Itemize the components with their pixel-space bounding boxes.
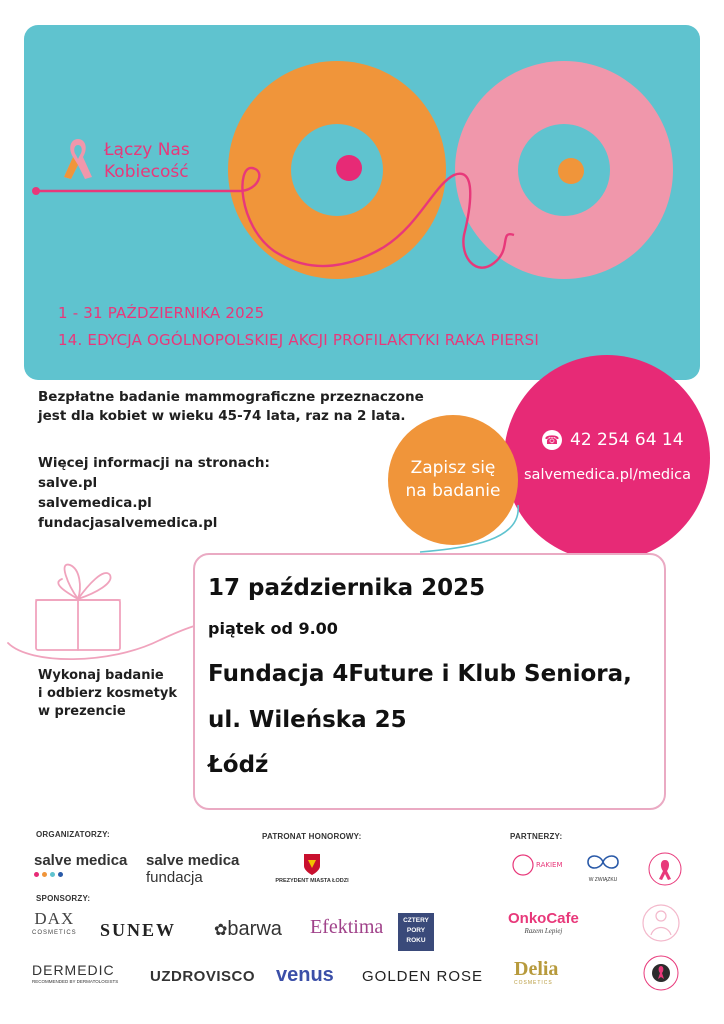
pory-text: PORY [406, 927, 426, 934]
gift-icon [0, 555, 200, 665]
signup-line-1: Zapisz się [410, 458, 496, 478]
campaign-logo [60, 133, 190, 189]
dermedic-tagline: RECOMMENDED BY DERMATOLOGISTS [32, 979, 119, 984]
delia-cosmetics-text: COSMETICS [514, 980, 553, 986]
patron-text: PREZYDENT MIASTA ŁODZI [275, 878, 349, 884]
fundacja-text: fundacja [146, 869, 203, 886]
more-info-heading: Więcej informacji na stronach: [38, 455, 270, 471]
eligibility-line-2: jest dla kobiet w wieku 45-74 lata, raz na 2 lata. [38, 408, 406, 424]
partner-rakiem-logo [510, 852, 562, 883]
salve-medica-fundacja-logo [146, 852, 239, 886]
eligibility-info [38, 388, 424, 426]
phone-text: 42 254 64 14 [570, 430, 684, 450]
signup-circle[interactable] [388, 415, 518, 545]
partner-wzwiazku-logo [580, 852, 626, 883]
barwa-text: barwa [227, 918, 282, 940]
campaign-dates [58, 300, 539, 354]
golden-rose-logo: GOLDEN ROSE [362, 968, 484, 985]
cztery-pory-roku-logo [398, 913, 434, 951]
edition-title: 14. EDYCJA OGÓLNOPOLSKIEJ AKCJI PROFILAKTYKI RAKA PIERSI [58, 331, 539, 349]
sunew-logo: SUNEW [100, 920, 177, 940]
signup-website[interactable]: salvemedica.pl/medica [524, 467, 691, 483]
dax-logo [32, 909, 77, 940]
onkocafe-logo [508, 910, 579, 935]
partner-rakiem-text: RAKIEM [536, 861, 562, 869]
cztery-text: CZTERY [403, 917, 429, 924]
event-day-time: piątek od 9.00 [208, 619, 338, 638]
partner-bottom-logo [640, 952, 682, 999]
organizers-label: ORGANIZATORZY: [36, 830, 110, 839]
delia-logo [514, 958, 559, 990]
link-fundacja[interactable]: fundacjasalvemedica.pl [38, 515, 218, 531]
patron-logo [270, 852, 354, 884]
efektima-logo: Efektima [310, 916, 384, 938]
dermedic-text: DERMEDIC [32, 962, 115, 978]
partner-ribbon-logo [646, 850, 684, 893]
event-details [193, 553, 666, 810]
dax-text: DAX [34, 909, 75, 928]
event-place: Fundacja 4Future i Klub Seniora, [208, 661, 632, 687]
brand-line-2: Kobiecość [104, 162, 189, 182]
contact-circle [504, 355, 710, 561]
pink-ribbon-icon [60, 133, 96, 189]
roku-text: ROKU [406, 937, 426, 944]
city-crest-icon [302, 852, 322, 876]
partner-rakiem-icon [510, 852, 562, 878]
event-date: 17 października 2025 [208, 575, 486, 601]
partner-wzwiazku-text: W ZWIĄZKU [588, 877, 618, 883]
partner-figure-logo [636, 900, 686, 951]
dermedic-logo [32, 964, 118, 988]
venus-logo: venus [276, 964, 334, 986]
phone-icon: ☎ [542, 430, 562, 450]
figure-icon [636, 900, 686, 946]
link-salvemedica[interactable]: salvemedica.pl [38, 495, 152, 511]
gift-caption [38, 667, 177, 721]
eligibility-line-1: Bezpłatne badanie mammograficzne przeznaczone [38, 389, 424, 405]
salve-medica-fundacja-text: salve medica [146, 852, 240, 869]
phone-number[interactable] [542, 430, 684, 450]
delia-text: Delia [514, 958, 559, 980]
gift-line-1: Wykonaj badanie [38, 668, 164, 683]
patronage-label: PATRONAT HONOROWY: [262, 832, 362, 841]
link-salve[interactable]: salve.pl [38, 475, 98, 491]
onkocafe-text: OnkoCafe [508, 910, 579, 927]
campaign-banner [24, 25, 700, 380]
brand-line-1: Łączy Nas [104, 140, 190, 160]
event-street: ul. Wileńska 25 [208, 707, 407, 733]
more-info [38, 453, 270, 533]
onkocafe-tagline: Razem Lepiej [524, 927, 563, 935]
event-city: Łódź [208, 752, 269, 778]
gift-line-3: w prezencie [38, 704, 126, 719]
barwa-icon: ✿ [214, 922, 228, 939]
dax-cosmetics-text: COSMETICS [32, 930, 77, 936]
signup-line-2: na badanie [405, 481, 501, 501]
pink-circle-badge-icon [640, 952, 682, 994]
color-dots-icon [34, 872, 127, 877]
date-range: 1 - 31 PAŹDZIERNIKA 2025 [58, 304, 265, 322]
sponsors-label: SPONSORZY: [36, 894, 91, 903]
pink-ribbon-badge-icon [646, 850, 684, 888]
partners-label: PARTNERZY: [510, 832, 563, 841]
salve-medica-text: salve medica [34, 852, 128, 869]
infinity-icon [580, 852, 626, 872]
salve-medica-logo [34, 852, 127, 877]
barwa-logo [214, 918, 282, 941]
gift-line-2: i odbierz kosmetyk [38, 686, 177, 701]
uzdrovisco-logo: UZDROVISCO [150, 968, 256, 985]
